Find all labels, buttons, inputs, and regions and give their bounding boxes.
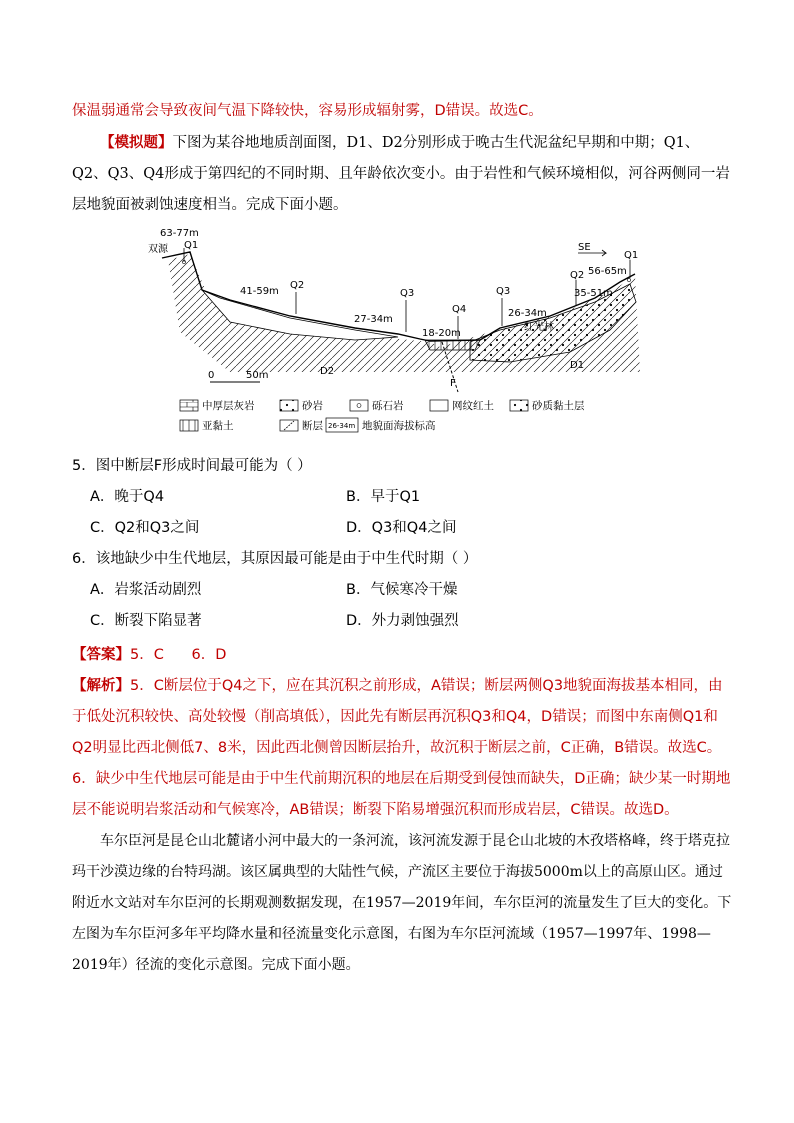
- mock-question-tag: 【模拟题】: [100, 135, 173, 151]
- previous-answer-tail: 保温弱通常会导致夜间气温下降较快，容易形成辐射雾，D错误。故选C。: [72, 103, 543, 119]
- legend-conglomerate: 砾石岩: [372, 400, 404, 412]
- legend-red-soil: 网纹红土: [452, 400, 494, 412]
- intro-paragraph: [72, 128, 732, 221]
- elev-label-5: 26-34m: [508, 308, 547, 319]
- intro-text: 下图为某谷地地质剖面图，D1、D2分别形成于晚古生代泥盆纪早期和中期；Q1、Q2、Q3、Q4形成于第四纪的不同时期、且年龄依次变小。由于岩性和气候环境相似，河谷两侧同一岩层地貌面被剥蚀速度相当。完成下面小题。: [72, 135, 730, 213]
- question-5-stem: 5．图中断层F形成时间最可能为（ ）: [72, 458, 312, 474]
- q1-east-label: Q1: [624, 250, 639, 261]
- elev-label-7: 56-65m: [588, 266, 627, 277]
- geologic-cross-section-figure: [140, 222, 660, 442]
- q5-option-c[interactable]: C．Q2和Q3之间: [90, 520, 200, 536]
- analysis-tag: 【解析】: [72, 678, 130, 694]
- legend-sub-clay: 亚黏土: [202, 420, 234, 432]
- q6-option-d[interactable]: D．外力剥蚀强烈: [346, 613, 459, 629]
- q6-option-b[interactable]: B．气候寒冷干燥: [346, 582, 458, 598]
- elev-label-3: 27-34m: [354, 314, 393, 325]
- q5-option-a[interactable]: A．晚于Q4: [90, 489, 165, 505]
- legend: [180, 399, 585, 432]
- q3-west-label: Q3: [400, 288, 415, 299]
- d2-label: D2: [320, 366, 335, 377]
- d1-label: D1: [570, 360, 585, 371]
- legend-elevation: 地貌面海拔标高: [362, 420, 436, 432]
- q6-option-a[interactable]: A．岩浆活动剧烈: [90, 582, 202, 598]
- bedrock-west: [168, 254, 440, 372]
- elev-label-6: 35-51m: [574, 288, 613, 299]
- q3-east-label: Q3: [496, 286, 511, 297]
- analysis-q5: [72, 671, 732, 764]
- legend-elevation-sample: 26-34m: [328, 422, 356, 430]
- scale-50m-label: 50m: [246, 370, 269, 381]
- analysis-q6: 6．缺少中生代地层可能是由于中生代前期沉积的地层在后期受到侵蚀而缺失，D正确；缺少某一时期地层不能说明岩浆活动和气候寒冷，AB错误；断裂下陷易增强沉积而形成岩层，C错误。故选D。: [72, 771, 731, 818]
- answer-line: [72, 640, 732, 671]
- place-label-shuangyuan: 双源: [148, 244, 168, 255]
- q1-west-label: Q1: [184, 240, 199, 251]
- next-passage: 车尔臣河是昆仑山北麓诸小河中最大的一条河流，该河流发源于昆仑山北坡的木孜塔格峰，终于塔克拉玛干沙漠边缘的台特玛湖。该区属典型的大陆性气候，产流区主要位于海拔5000m以上的高原山区。通过附近水文站对车尔臣河的长期观测数据发现，在1957—2019年间，车尔臣河的流量发生了巨大的变化。下左图为车尔臣河多年平均降水量和径流量变化示意图，右图为车尔臣河流域（1957—1997年、1998—2019年）径流的变化示意图。完成下面小题。: [72, 833, 732, 973]
- legend-sandy-clay: 砂质黏土层: [532, 400, 585, 412]
- q2-east-label: Q2: [570, 270, 585, 281]
- answer-text: 5．C 6．D: [130, 647, 227, 663]
- legend-sandstone: 砂岩: [302, 400, 323, 412]
- place-label-hongguanglin: 红光林: [524, 322, 554, 333]
- fault-f-label: F: [450, 378, 456, 389]
- elev-label-2: 41-59m: [240, 286, 279, 297]
- legend-fault: 断层: [302, 420, 323, 432]
- elev-label-4: 18-20m: [422, 328, 461, 339]
- analysis-q5-text: 5．C断层位于Q4之下，应在其沉积之前形成，A错误；断层两侧Q3地貌面海拔基本相同，由于低处沉积较快、高处较慢（削高填低），因此先有断层再沉积Q3和Q4，D错误；而图中东南侧Q1和Q2明显比西北侧低7、8米，因此西北侧曾因断层抬升，故沉积于断层之前，C正确，B错误。故选C。: [72, 678, 723, 756]
- scale-zero-label: 0: [208, 370, 215, 381]
- q6-option-c[interactable]: C．断裂下陷显著: [90, 613, 202, 629]
- q5-option-d[interactable]: D．Q3和Q4之间: [346, 520, 457, 536]
- direction-label-se: SE: [578, 242, 591, 253]
- legend-limestone: 中厚层灰岩: [202, 400, 255, 412]
- elev-label-1: 63-77m: [160, 228, 199, 239]
- answer-tag: 【答案】: [72, 647, 130, 663]
- q5-option-b[interactable]: B．早于Q1: [346, 489, 421, 505]
- q2-west-label: Q2: [290, 280, 305, 291]
- question-6-stem: 6．该地缺少中生代地层，其原因最可能是由于中生代时期（ ）: [72, 551, 478, 567]
- q4-label: Q4: [452, 304, 467, 315]
